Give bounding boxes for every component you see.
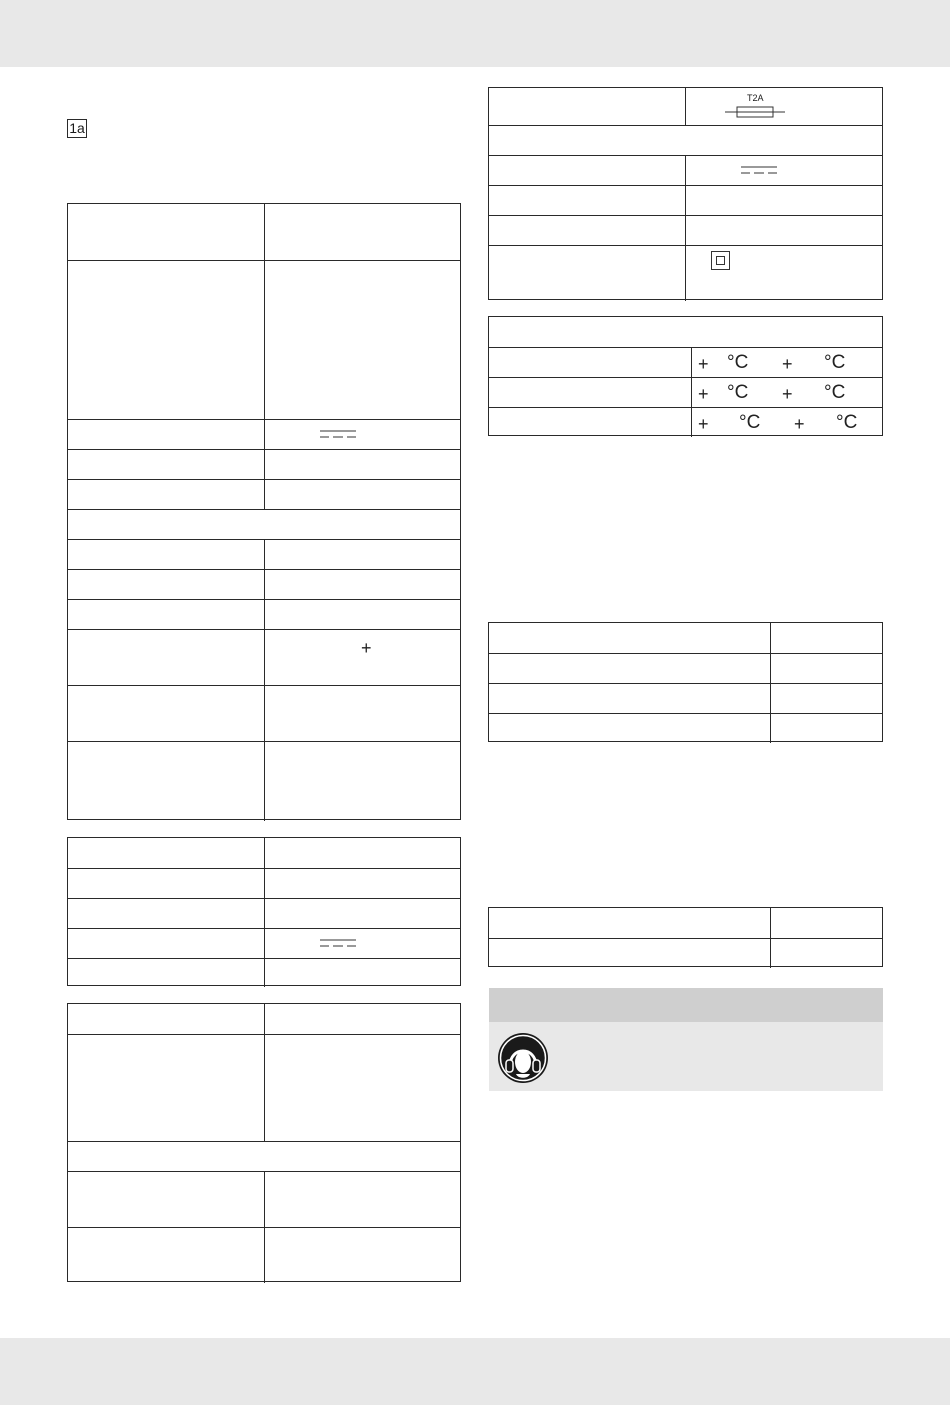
table-row: [489, 245, 882, 301]
table-row: [68, 260, 460, 419]
plus-sign: +: [698, 354, 709, 374]
table-row: [68, 1034, 460, 1141]
table-row: [489, 155, 882, 185]
plus-sign: +: [698, 414, 709, 434]
degree-celsius-unit: °C: [824, 352, 846, 373]
bottom-margin-band: [0, 1338, 950, 1405]
dc-current-icon: [320, 939, 356, 948]
table-row: [489, 683, 882, 713]
spec-table-charger: [67, 1003, 461, 1282]
plus-sign: +: [361, 638, 372, 658]
table-row: [68, 1171, 460, 1227]
plus-sign: +: [782, 354, 793, 374]
figure-label: 1a: [67, 119, 87, 138]
table-row: [68, 838, 460, 868]
degree-celsius-unit: °C: [727, 382, 749, 403]
spec-table-charger-electrical: [488, 87, 883, 300]
table-row: [489, 623, 882, 653]
table-row: [68, 1227, 460, 1283]
table-row: [68, 741, 460, 821]
table-row: [68, 569, 460, 599]
table-row: [489, 377, 882, 407]
table-section-row: [489, 125, 882, 155]
degree-celsius-unit: °C: [727, 352, 749, 373]
fuse-rating-label: T2A: [747, 93, 764, 103]
fuse-icon: [725, 93, 785, 121]
spec-table-main: [67, 203, 461, 820]
vibration-table: [488, 907, 883, 967]
table-row: [68, 539, 460, 569]
table-row: [489, 407, 882, 437]
table-row: [489, 215, 882, 245]
table-row: [489, 653, 882, 683]
top-margin-band: [0, 0, 950, 67]
table-row: [68, 479, 460, 509]
table-row: [489, 347, 882, 377]
table-row: [68, 958, 460, 987]
table-row: [68, 898, 460, 928]
table-row: [489, 938, 882, 968]
table-row: [68, 868, 460, 898]
table-row: [68, 204, 460, 260]
spec-table-battery: [67, 837, 461, 986]
table-section-row: [489, 317, 882, 347]
table-row: [489, 185, 882, 215]
degree-celsius-unit: °C: [836, 412, 858, 433]
dc-current-icon: [741, 166, 777, 175]
table-row: [68, 685, 460, 741]
temperature-table: [488, 316, 883, 436]
plus-sign: +: [698, 384, 709, 404]
table-row: [68, 599, 460, 629]
table-row: [68, 1004, 460, 1034]
double-square-icon: [711, 251, 730, 270]
table-section-row: [68, 509, 460, 539]
table-row: [68, 419, 460, 449]
table-row: [489, 88, 882, 125]
note-header-bar: [489, 988, 883, 1022]
degree-celsius-unit: °C: [824, 382, 846, 403]
table-row: [68, 629, 460, 685]
table-row: [489, 713, 882, 743]
table-row: [489, 908, 882, 938]
noise-table: [488, 622, 883, 742]
table-row: [68, 928, 460, 958]
dc-current-icon: [320, 430, 356, 439]
degree-celsius-unit: °C: [739, 412, 761, 433]
ear-protection-icon: [497, 1032, 549, 1084]
plus-sign: +: [782, 384, 793, 404]
plus-sign: +: [794, 414, 805, 434]
table-section-row: [68, 1141, 460, 1171]
table-row: [68, 449, 460, 479]
